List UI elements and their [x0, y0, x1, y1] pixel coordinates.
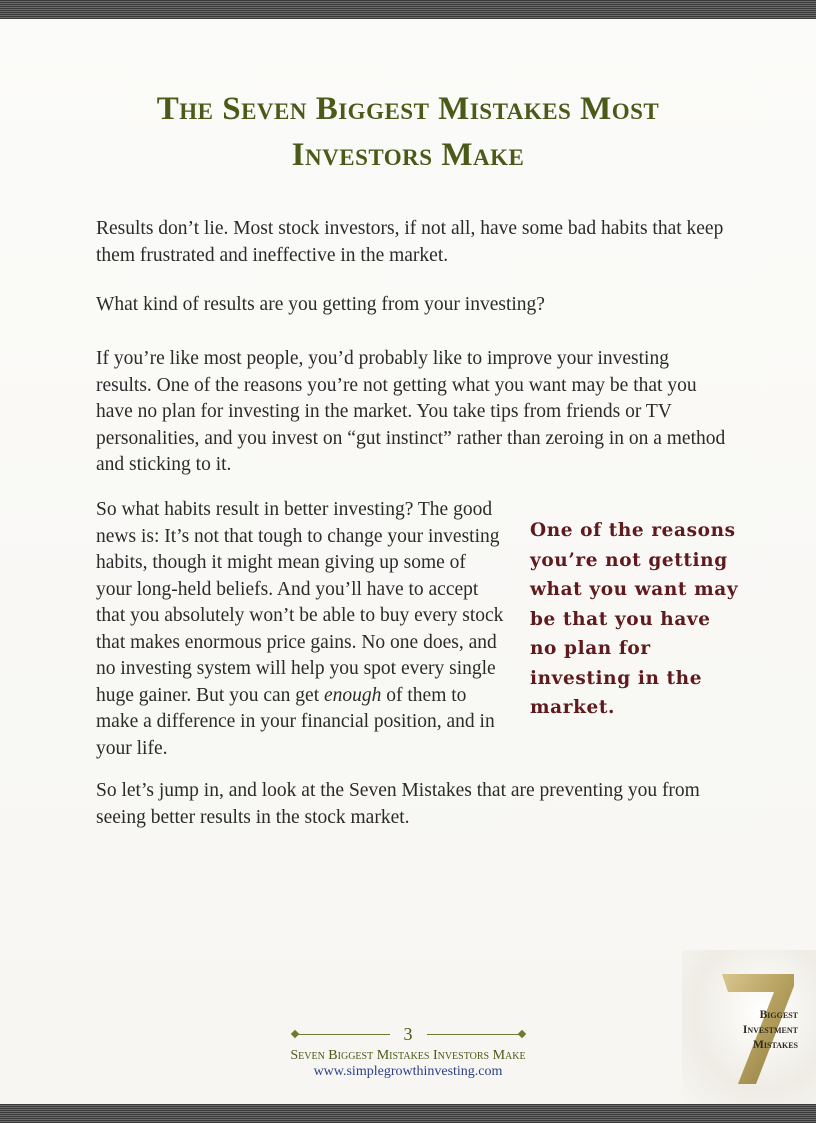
page-footer	[230, 1024, 586, 1080]
footer-ornament	[230, 1024, 586, 1044]
paragraph-improve-results: If you’re like most people, you’d probably like to improve your investing results. One of the reasons you’re not getting what you want may be that you have no plan for investing in the market. You take tips from friends or TV personalities, and you invest on “gut instinct” rather than zeroing in on a method and sticking to it.	[96, 348, 726, 475]
page-title: The Seven Biggest Mistakes Most Investors Make	[156, 91, 660, 173]
footer-book-title: Seven Biggest Mistakes Investors Make	[290, 1048, 526, 1063]
divider	[298, 1034, 390, 1035]
book-logo	[682, 950, 816, 1104]
logo-line: Mistakes	[753, 1039, 798, 1051]
diamond-ornament	[290, 1030, 298, 1038]
pull-quote: One of the reasons you’re not getting what you want may be that you have no plan for investing in the market.	[530, 520, 739, 718]
bottom-border-band	[0, 1104, 816, 1123]
paragraph-jump-in: So let’s jump in, and look at the Seven Mistakes that are preventing you from seeing better results in the stock market.	[96, 780, 700, 828]
footer-website-link[interactable]: www.simplegrowthinvesting.com	[313, 1064, 503, 1079]
paragraph-text: of them to make a difference in your financial position, and in your life.	[96, 684, 495, 759]
paragraph-better-habits	[96, 497, 506, 762]
paragraph-intro: Results don’t lie. Most stock investors, if not all, have some bad habits that keep them frustrated and ineffective in the market.	[96, 218, 724, 266]
top-border-band	[0, 0, 816, 19]
logo-line: Biggest	[759, 1009, 798, 1021]
logo-line: Investment	[742, 1024, 798, 1036]
paragraph-question: What kind of results are you getting from your investing?	[96, 294, 545, 315]
diamond-ornament	[517, 1030, 525, 1038]
logo-text	[718, 1008, 798, 1053]
emphasis-text: enough	[323, 684, 382, 706]
page-number: 3	[403, 1024, 413, 1044]
paragraph-text: So what habits result in better investing? The good news is: It’s not that tough to change your investing habits, though it might mean giving up some of your long-held beliefs. And you’ll have to accept that you absolutely won’t be able to buy every stock that makes enormous price gains. No one does, and no investing system will help you spot every single huge gainer. But you can get	[96, 499, 504, 706]
divider	[427, 1034, 519, 1035]
